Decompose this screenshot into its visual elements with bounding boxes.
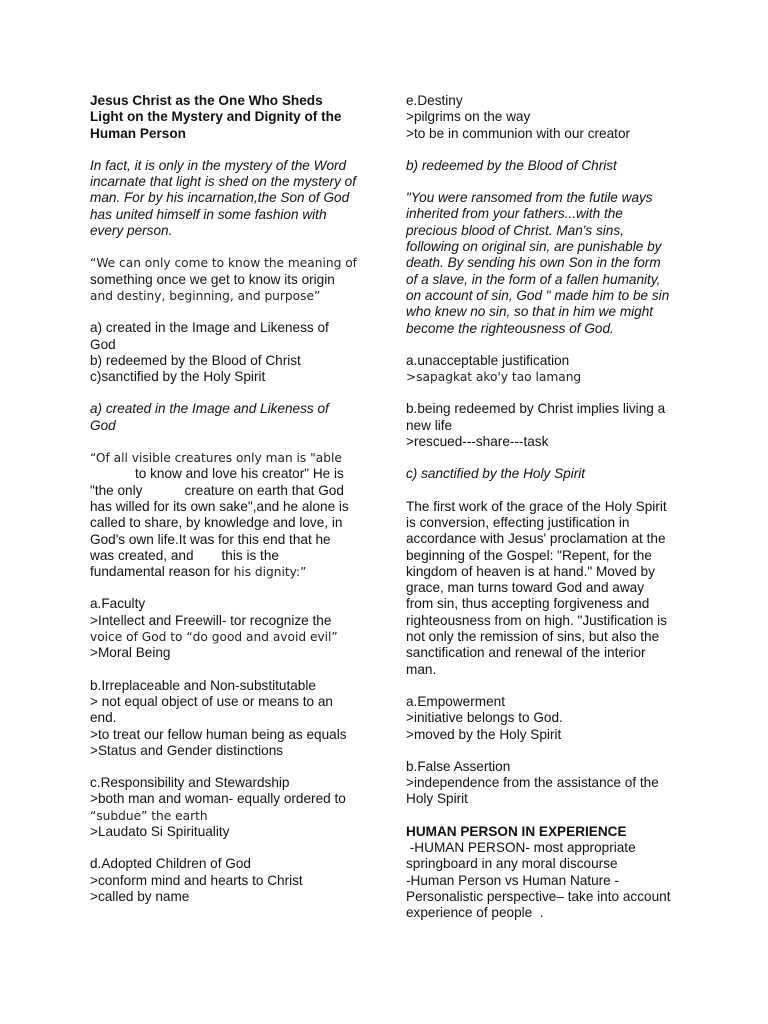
section-heading-image-likeness: a) created in the Image and Likeness of God	[90, 401, 329, 433]
left-column	[90, 93, 378, 921]
false-assertion-item: b.False Assertion >independence from the assistance of the Holy Spirit	[406, 758, 659, 807]
grace-paragraph: The first work of the grace of the Holy Spirit is conversion, effecting justification in accordance with Jesus' proclamation at the beginning of the Gospel: "Repent, for the kingdom of heaven is at hand." Moved by grace, man turns toward God and away from sin, thus accepting forgiveness and righteousness from on high. "Justification is not only the remission of sins, but also the sanctification and renewal of the interior man.	[406, 498, 667, 677]
experience-section: HUMAN PERSON IN EXPERIENCE -HUMAN PERSON- most appropriate springboard in any moral discourse -Human Person vs Human Nature - Personalistic perspective– take into account experience of people .	[406, 824, 706, 922]
document-title: Jesus Christ as the One Who Sheds Light on the Mystery and Dignity of the Human Person	[90, 93, 342, 141]
meaning-quote: “We can only come to know the meaning of something once we get to know its origin and destiny, beginning, and purpose”	[90, 256, 357, 303]
summary-list: a) created in the Image and Likeness of God b) redeemed by the Blood of Christ c)sanctified by the Holy Spirit	[90, 320, 329, 385]
visible-creatures-quote: “Of all visible creatures only man is "able to know and love his creator" He is "the only creature on earth that God has willed for its own sake",and he alone is called to share, by knowledge and love, in God's own life.It was for this end that he was created, and this is the fundamental reason for his dignity:”	[90, 451, 349, 580]
irreplaceable-item: b.Irreplaceable and Non-substitutable > not equal object of use or means to an end. >to treat our fellow human being as equals >Status and Gender distinctions	[90, 677, 347, 758]
unacceptable-justification-item: a.unacceptable justification >sapagkat ako'y tao lamang	[406, 352, 582, 385]
right-column	[406, 93, 706, 937]
intro-paragraph: In fact, it is only in the mystery of the Word incarnate that light is shed on the mystery of man. For by his incarnation,the Son of God has united himself in some fashion with every person.	[90, 157, 356, 239]
being-redeemed-item: b.being redeemed by Christ implies living a new life >rescued---share---task	[406, 401, 666, 450]
adopted-children-item: d.Adopted Children of God >conform mind and hearts to Christ >called by name	[90, 856, 303, 904]
destiny-item: e.Destiny >pilgrims on the way >to be in communion with our creator	[406, 93, 631, 141]
section-heading-redeemed: b) redeemed by the Blood of Christ	[406, 157, 617, 173]
faculty-item: a.Faculty >Intellect and Freewill- tor recognize the voice of God to “do good and avoid evil” >Moral Being	[90, 596, 338, 661]
experience-heading: HUMAN PERSON IN EXPERIENCE	[406, 823, 627, 839]
ransomed-quote: "You were ransomed from the futile ways inherited from your fathers...with the precious blood of Christ. Man's sins, following on original sin, are punishable by death. By sending his own Son in the form of a slave, in the form of a fallen humanity, on account of sin, God " made him to be sin who knew no sin, so that in him we might become the righteousness of God.	[406, 190, 670, 336]
empowerment-item: a.Empowerment >initiative belongs to God. >moved by the Holy Spirit	[406, 693, 563, 742]
section-heading-sanctified: c) sanctified by the Holy Spirit	[406, 466, 586, 482]
responsibility-item: c.Responsibility and Stewardship >both man and woman- equally ordered to “subdue” the earth >Laudato Si Spirituality	[90, 775, 346, 839]
